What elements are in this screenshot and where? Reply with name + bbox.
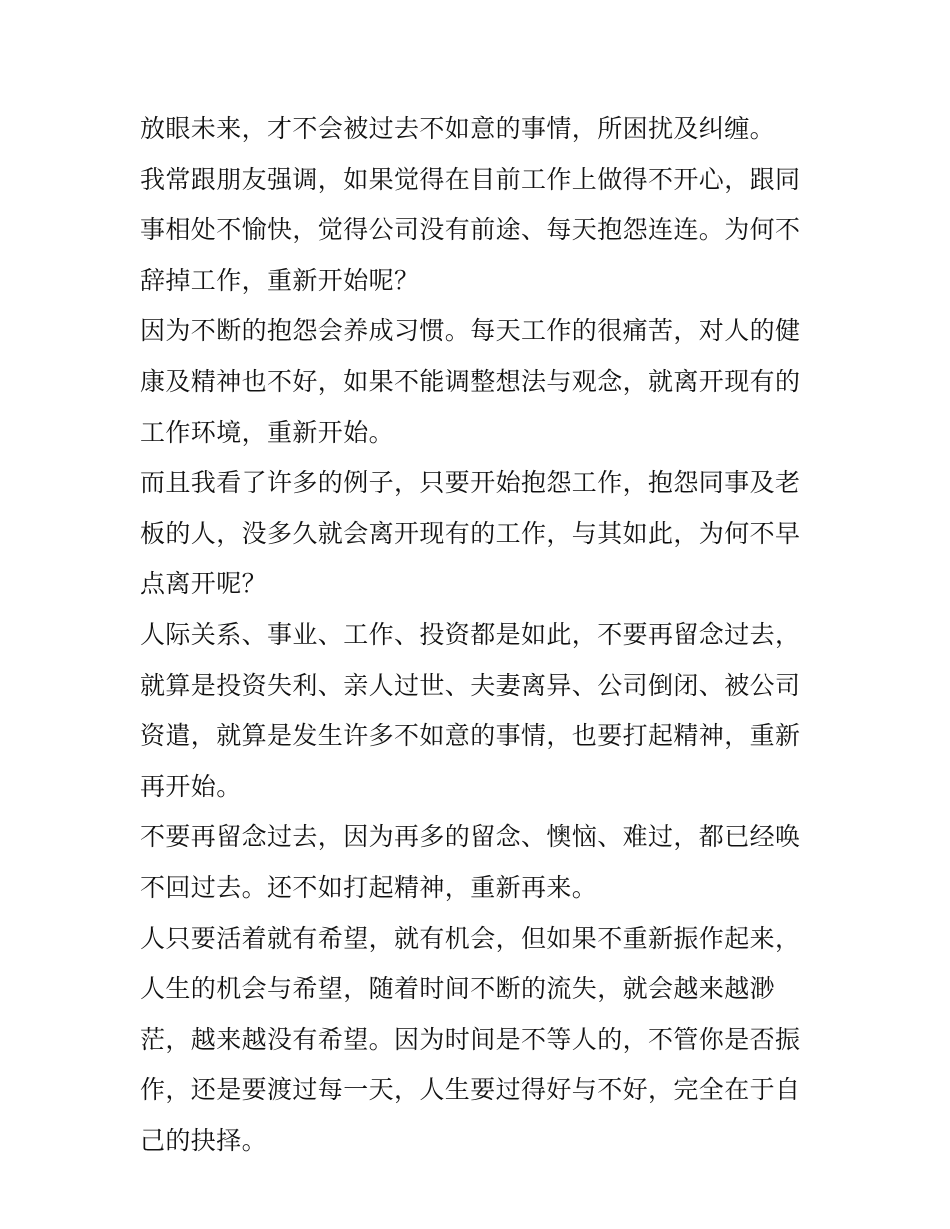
paragraph-2: 我常跟朋友强调，如果觉得在目前工作上做得不开心，跟同事相处不愉快，觉得公司没有前途、每天抱怨连连。为何不辞掉工作，重新开始呢？: [140, 164, 801, 295]
paragraph-4: 而且我看了许多的例子，只要开始抱怨工作，抱怨同事及老板的人，没多久就会离开现有的工作，与其如此，为何不早点离开呢？: [140, 468, 801, 599]
document-body: [140, 104, 820, 1166]
paragraph-5: 人际关系、事业、工作、投资都是如此，不要再留念过去，就算是投资失利、亲人过世、夫妻离异、公司倒闭、被公司资遣，就算是发生许多不如意的事情，也要打起精神，重新再开始。: [140, 619, 801, 801]
paragraph-6: 不要再留念过去，因为再多的留念、懊恼、难过，都已经唤不回过去。还不如打起精神，重新再来。: [140, 822, 801, 902]
paragraph-7: 人只要活着就有希望，就有机会，但如果不重新振作起来，人生的机会与希望，随着时间不断的流失，就会越来越渺茫，越来越没有希望。因为时间是不等人的，不管你是否振作，还是要渡过每一天，人生要过得好与不好，完全在于自己的抉择。: [140, 923, 801, 1155]
paragraph-1: 放眼未来，才不会被过去不如意的事情，所困扰及纠缠。: [140, 114, 776, 143]
paragraph-3: 因为不断的抱怨会养成习惯。每天工作的很痛苦，对人的健康及精神也不好，如果不能调整想法与观念，就离开现有的工作环境，重新开始。: [140, 316, 801, 447]
